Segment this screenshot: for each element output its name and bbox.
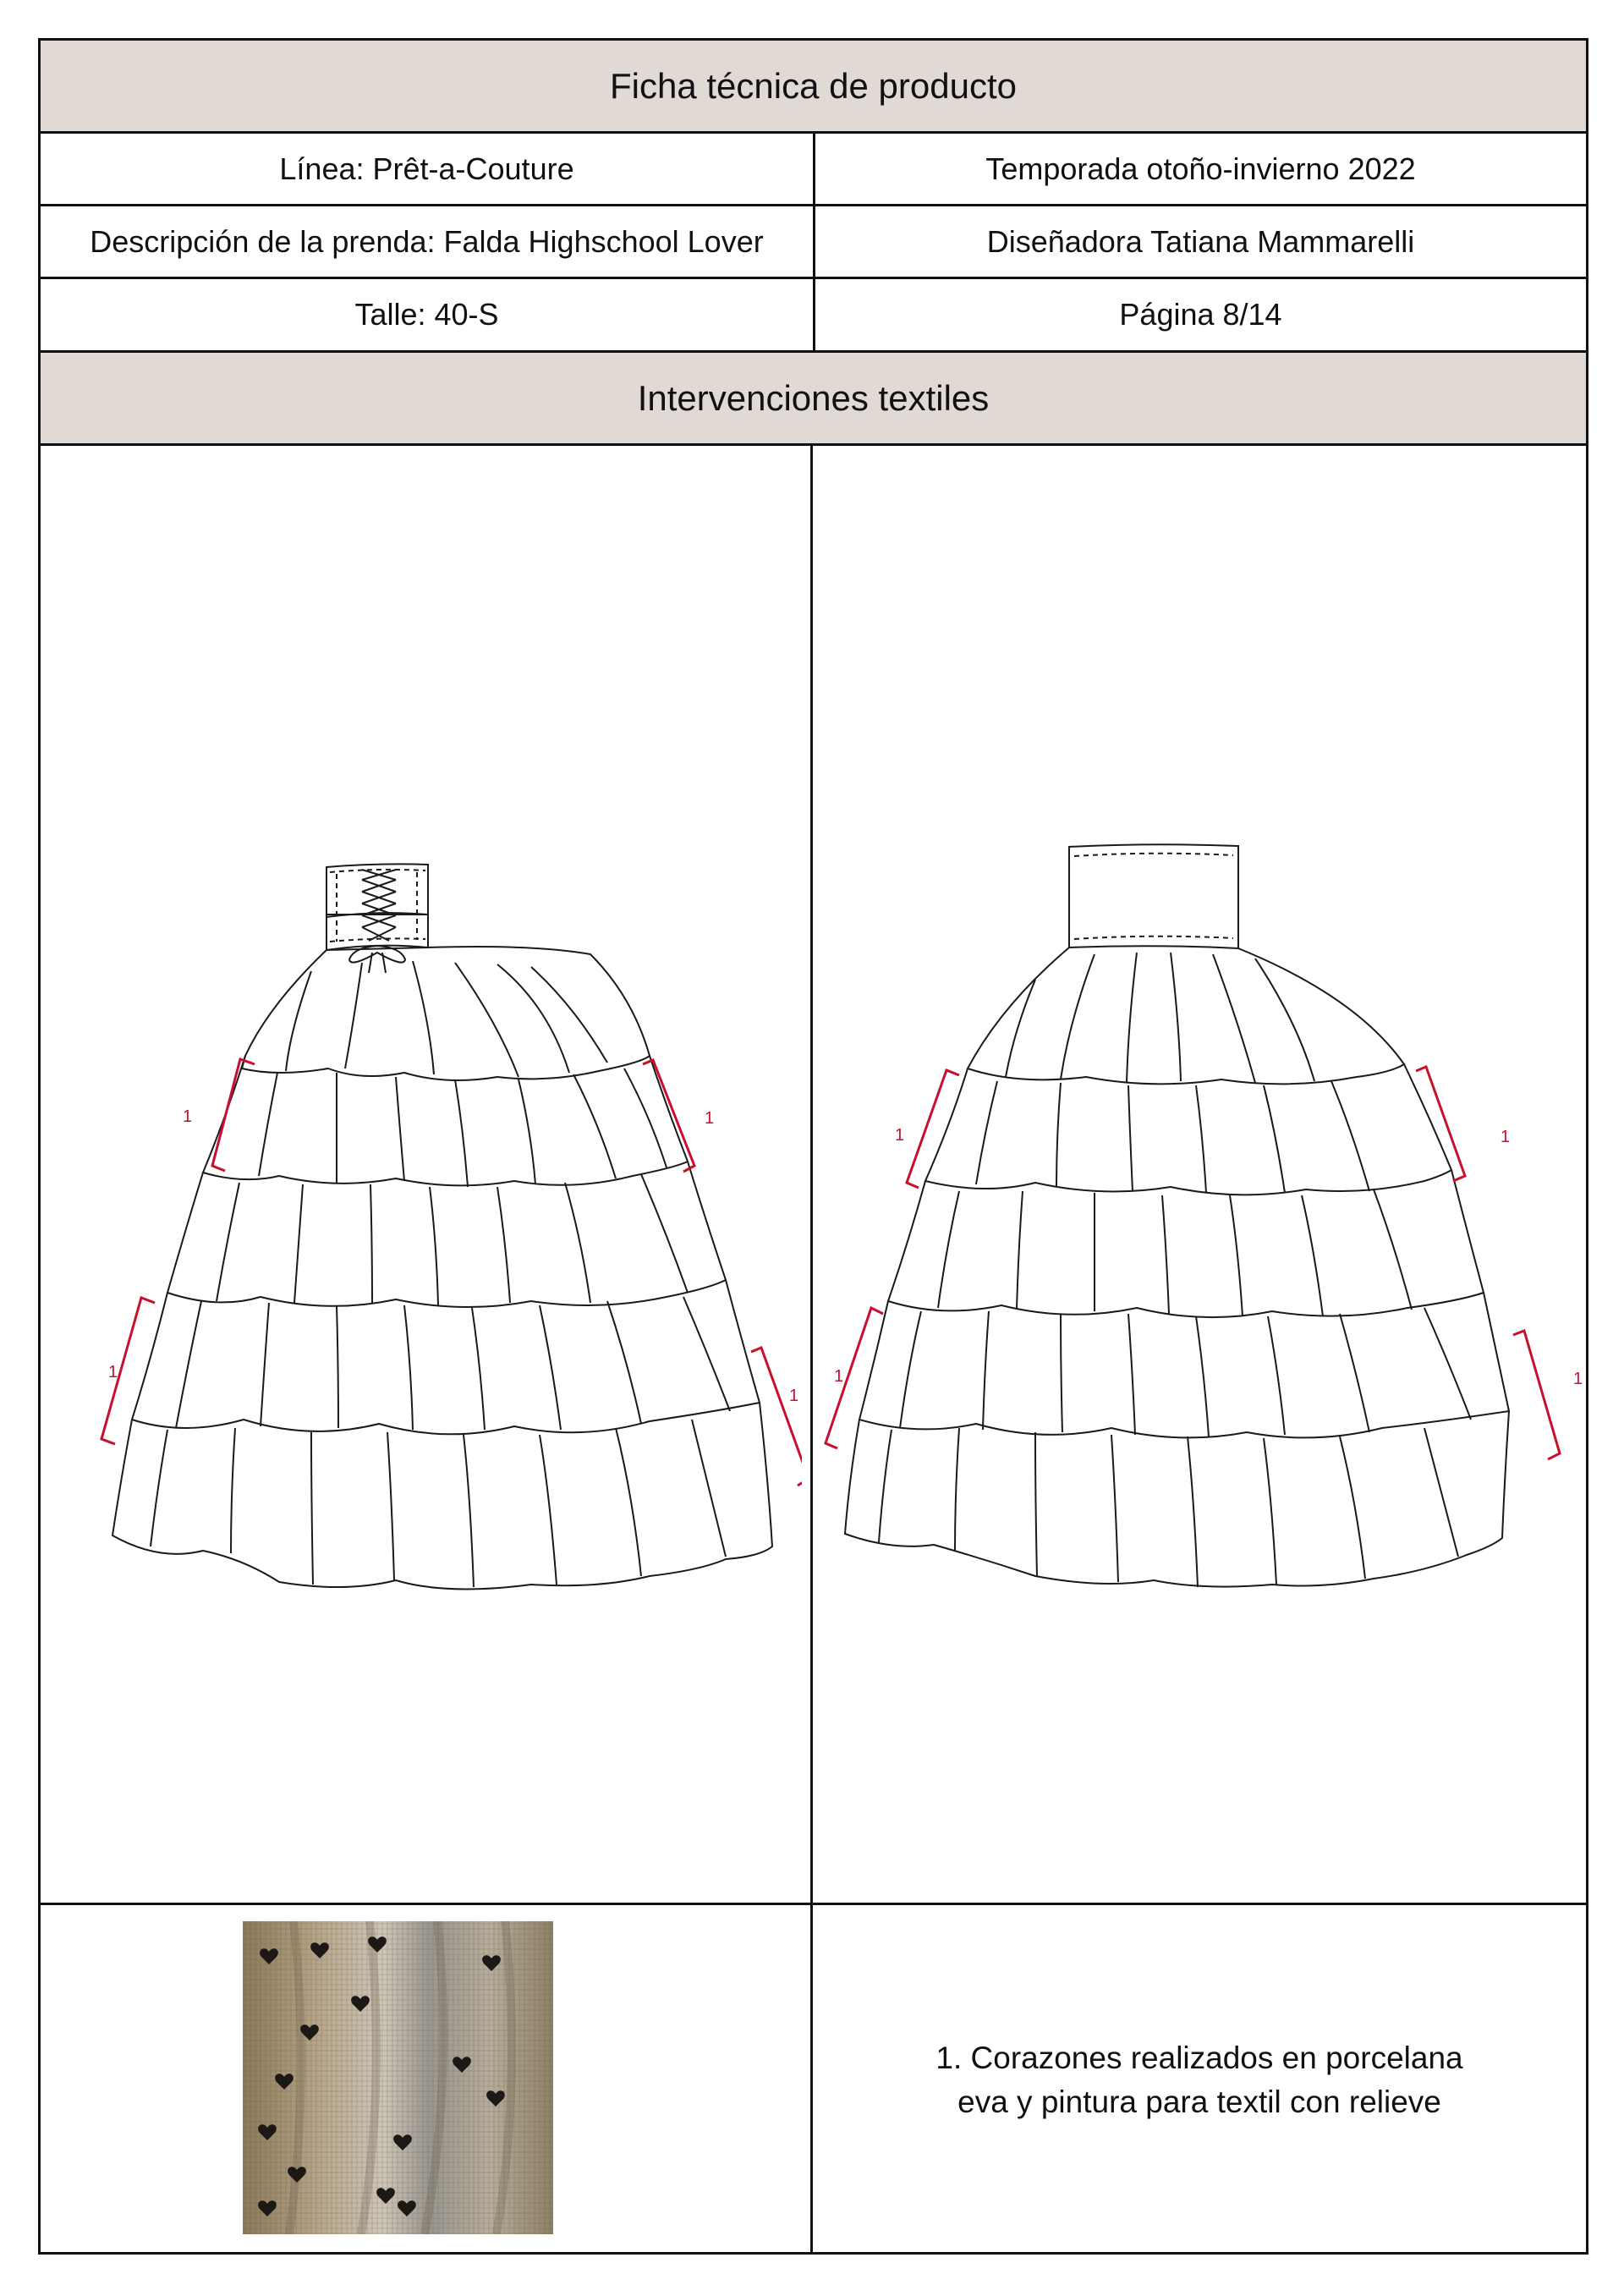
disenadora-field: Diseñadora Tatiana Mammarelli — [986, 223, 1415, 259]
callout-1-label: 1 — [895, 1126, 905, 1145]
fabric-sample-photo — [243, 1921, 553, 2234]
technical-sheet — [38, 38, 1588, 2255]
talle-field: Talle: 40-S — [354, 297, 499, 332]
descripcion-field: Descripción de la prenda: Falda Highschool Lover — [90, 223, 764, 259]
callout-1-label: 1 — [183, 1107, 193, 1126]
callout-1-label: 1 — [834, 1367, 844, 1386]
fabric-photo-illustration — [243, 1921, 553, 2234]
skirt-front-view-drawing — [815, 447, 1587, 1902]
section-title: Intervenciones textiles — [637, 377, 990, 418]
pagina-field: Página 8/14 — [1119, 297, 1282, 332]
callout-1-label: 1 — [1501, 1128, 1511, 1146]
note-line-2: eva y pintura para textil con relieve — [957, 2084, 1441, 2119]
callout-1-label: 1 — [1573, 1370, 1583, 1388]
title-band — [41, 41, 1586, 134]
info-divider — [813, 134, 815, 353]
sheet-title: Ficha técnica de producto — [610, 65, 1017, 106]
intervention-notes — [813, 1905, 1586, 2255]
callout-1-label: 1 — [789, 1387, 799, 1405]
callout-1-label: 1 — [705, 1109, 715, 1128]
section-band — [41, 353, 1586, 446]
note-line-1: 1. Corazones realizados en porcelana — [935, 2040, 1463, 2075]
callout-1-label: 1 — [108, 1363, 118, 1381]
temporada-field: Temporada otoño-invierno 2022 — [985, 151, 1416, 186]
linea-field: Línea: Prêt-a-Couture — [279, 151, 574, 186]
skirt-back-view-drawing — [58, 447, 802, 1902]
